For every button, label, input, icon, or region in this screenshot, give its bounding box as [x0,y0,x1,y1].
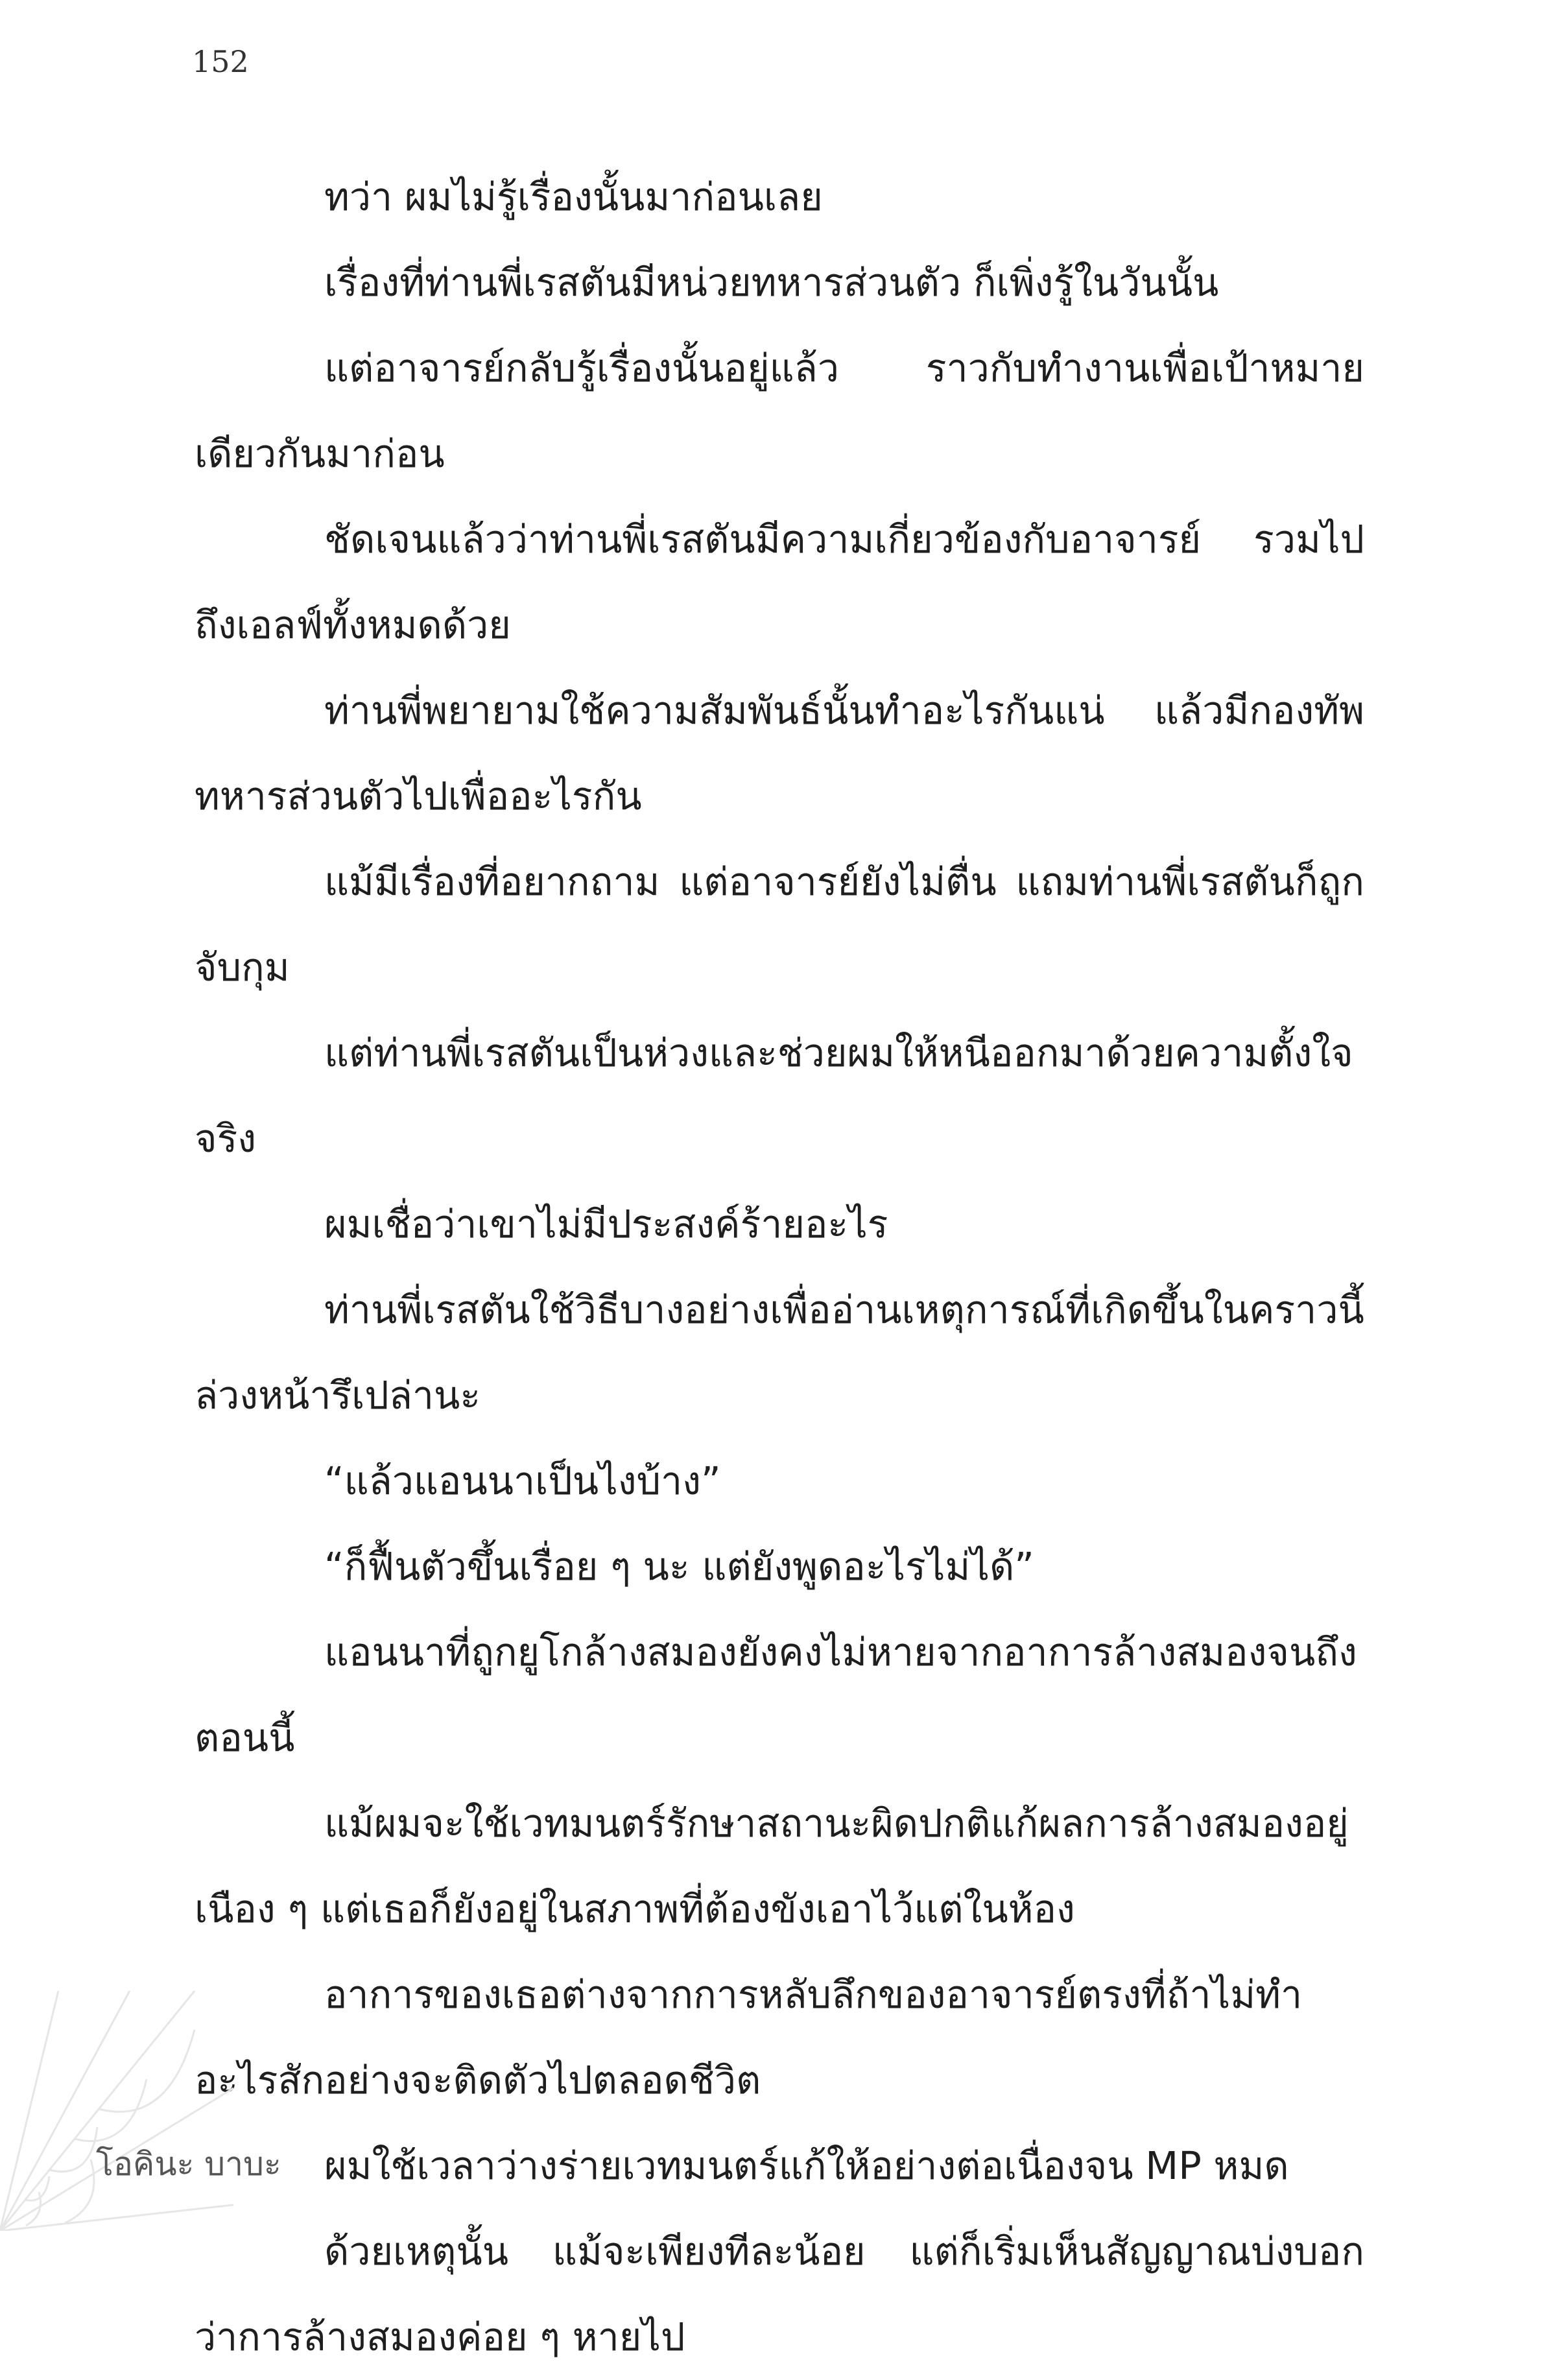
paragraph: ผมเชื่อว่าเขาไม่มีประสงค์ร้ายอะไร [324,1202,888,1246]
paragraph: ผมใช้เวลาว่างร่ายเวทมนตร์แก้ให้อย่างต่อเนื่องจน MP หมด [324,2143,1289,2188]
paragraph: แอนนาที่ถูกยูโกล้างสมองยังคงไม่หายจากอาการล้างสมองจนถึงตอนนี้ [195,1630,1357,1760]
paragraph: ทว่า ผมไม่รู้เรื่องนั้นมาก่อนเลย [324,174,823,219]
paragraph: อาการของเธอต่างจากการหลับลึกของอาจารย์ตรงที่ถ้าไม่ทำอะไรสักอย่างจะติดตัวไปตลอดชีวิต [195,1972,1303,2102]
dialogue-line: “ก็ฟื้นตัวขึ้นเรื่อย ๆ นะ แต่ยังพูดอะไรไม่ได้” [324,1544,1034,1589]
page-number: 152 [192,44,249,79]
paragraph: แม้มีเรื่องที่อยากถาม แต่อาจารย์ยังไม่ตื่น แถมท่านพี่เรสตันก็ถูกจับกุม [195,859,1364,990]
paragraph: ท่านพี่เรสตันใช้วิธีบางอย่างเพื่ออ่านเหตุการณ์ที่เกิดขึ้นในคราวนี้ล่วงหน้ารึเปล่านะ [195,1287,1364,1418]
footer-author: โอคินะ บาบะ [96,2145,281,2183]
paragraph: แต่อาจารย์กลับรู้เรื่องนั้นอยู่แล้ว ราวกับทำงานเพื่อเป้าหมายเดียวกันมาก่อน [195,346,1364,476]
paragraph: ท่านพี่พยายามใช้ความสัมพันธ์นั้นทำอะไรกันแน่ แล้วมีกองทัพทหารส่วนตัวไปเพื่ออะไรกัน [195,688,1364,818]
paragraph: แต่ท่านพี่เรสตันเป็นห่วงและช่วยผมให้หนีออกมาด้วยความตั้งใจจริง [195,1030,1353,1161]
dialogue-line: “แล้วแอนนาเป็นไงบ้าง” [324,1458,721,1503]
paragraph: ด้วยเหตุนั้น แม้จะเพียงทีละน้อย แต่ก็เริ่มเห็นสัญญาณบ่งบอกว่าการล้างสมองค่อย ๆ หายไป [195,2229,1364,2359]
paragraph: ชัดเจนแล้วว่าท่านพี่เรสตันมีความเกี่ยวข้องกับอาจารย์ รวมไปถึงเอลฟ์ทั้งหมดด้วย [195,517,1364,647]
body-text [195,154,1364,2380]
spider-web-icon [0,1991,233,2231]
paragraph: เรื่องที่ท่านพี่เรสตันมีหน่วยทหารส่วนตัว ก็เพิ่งรู้ในวันนั้น [324,260,1219,305]
paragraph: แม้ผมจะใช้เวทมนตร์รักษาสถานะผิดปกติแก้ผลการล้างสมองอยู่เนือง ๆ แต่เธอก็ยังอยู่ในสภาพที่ต้องขังเอาไว้แต่ในห้อง [195,1801,1349,1931]
